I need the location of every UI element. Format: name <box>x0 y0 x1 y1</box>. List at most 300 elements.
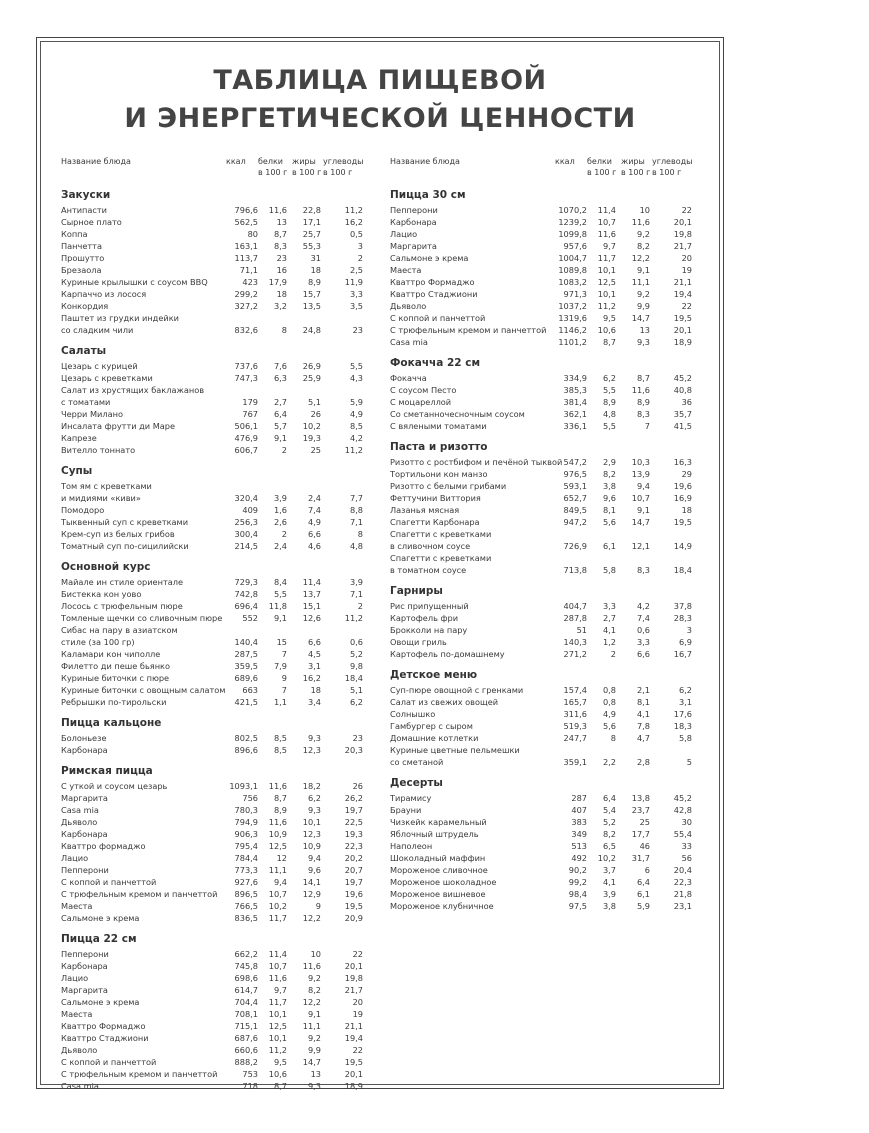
protein-value: 9,5 <box>273 1057 287 1067</box>
protein-value: 3,9 <box>273 493 287 503</box>
dish-name: Ребрышки по-тирольски <box>61 697 167 707</box>
carbs-value: 20,1 <box>673 325 692 335</box>
table-row <box>390 324 695 336</box>
carbs-value: 7,1 <box>349 517 363 527</box>
kcal-value: 689,6 <box>234 673 258 683</box>
fat-value: 12,2 <box>302 997 321 1007</box>
kcal-value: 780,3 <box>234 805 258 815</box>
dish-name: Маргарита <box>61 793 108 803</box>
fat-value: 12,9 <box>302 889 321 899</box>
fat-value: 8,7 <box>636 373 650 383</box>
fat-value: 26 <box>310 409 321 419</box>
dish-name: Брезаола <box>61 265 102 275</box>
dish-name: Салат из свежих овощей <box>390 697 499 707</box>
dish-name: Томатный суп по-сицилийски <box>61 541 189 551</box>
fat-value: 3,1 <box>307 661 321 671</box>
dish-name: С трюфельным кремом и панчеттой <box>61 1069 218 1079</box>
header-fat: жиры в 100 г <box>292 157 322 177</box>
header-kcal: ккал <box>226 157 246 166</box>
table-row <box>390 516 695 528</box>
kcal-value: 795,4 <box>234 841 258 851</box>
carbs-value: 11,2 <box>344 613 363 623</box>
table-row <box>61 972 366 984</box>
kcal-value: 784,4 <box>234 853 258 863</box>
table-row <box>61 864 366 876</box>
kcal-value: 698,6 <box>234 973 258 983</box>
fat-value: 4,5 <box>307 649 321 659</box>
dish-name: Крем-суп из белых грибов <box>61 529 175 539</box>
fat-value: 12,3 <box>302 829 321 839</box>
protein-value: 18 <box>276 289 287 299</box>
fat-value: 10,7 <box>631 493 650 503</box>
fat-value: 9 <box>315 901 321 911</box>
title-line-2: И ЭНЕРГЕТИЧЕСКОЙ ЦЕННОСТИ <box>124 103 636 134</box>
table-row <box>390 336 695 348</box>
protein-value: 11,2 <box>597 301 616 311</box>
fat-value: 5,1 <box>307 397 321 407</box>
kcal-value: 976,5 <box>563 469 587 479</box>
protein-value: 7,6 <box>273 361 287 371</box>
kcal-value: 802,5 <box>234 733 258 743</box>
dish-name: со сметаной <box>390 757 444 767</box>
protein-value: 10,1 <box>597 265 616 275</box>
table-row <box>61 444 366 456</box>
table-row <box>390 636 695 648</box>
carbs-value: 18,3 <box>673 721 692 731</box>
protein-value: 10,1 <box>597 289 616 299</box>
kcal-value: 742,8 <box>234 589 258 599</box>
carbs-value: 0,5 <box>349 229 363 239</box>
fat-value: 55,3 <box>302 241 321 251</box>
carbs-value: 41,5 <box>673 421 692 431</box>
kcal-value: 476,9 <box>234 433 258 443</box>
carbs-value: 20 <box>352 997 363 1007</box>
table-row <box>390 504 695 516</box>
fat-value: 18 <box>310 265 321 275</box>
kcal-value: 849,5 <box>563 505 587 515</box>
protein-value: 8 <box>610 733 616 743</box>
fat-value: 4,6 <box>307 541 321 551</box>
dish-name: Карбонара <box>61 829 108 839</box>
table-row <box>61 432 366 444</box>
dish-name: с томатами <box>61 397 111 407</box>
protein-value: 6,5 <box>602 841 616 851</box>
table-row <box>390 852 695 864</box>
kcal-value: 140,4 <box>234 637 258 647</box>
protein-value: 11,7 <box>268 997 287 1007</box>
protein-value: 7,9 <box>273 661 287 671</box>
kcal-value: 349 <box>571 829 587 839</box>
fat-value: 13 <box>310 1069 321 1079</box>
fat-value: 11,6 <box>302 961 321 971</box>
protein-value: 3,9 <box>602 889 616 899</box>
fat-value: 25,7 <box>302 229 321 239</box>
carbs-value: 20,4 <box>673 865 692 875</box>
dish-name: Домашние котлетки <box>390 733 479 743</box>
table-row <box>61 576 366 588</box>
kcal-value: 704,4 <box>234 997 258 1007</box>
kcal-value: 737,6 <box>234 361 258 371</box>
table-row <box>61 696 366 708</box>
fat-value: 2,4 <box>307 493 321 503</box>
protein-value: 15 <box>276 637 287 647</box>
table-row <box>61 624 366 636</box>
kcal-value: 287,8 <box>563 613 587 623</box>
table-row <box>61 960 366 972</box>
dish-name: Томленые щечки со сливочным пюре <box>61 613 223 623</box>
kcal-value: 407 <box>571 805 587 815</box>
protein-value: 1,6 <box>273 505 287 515</box>
table-row <box>390 372 695 384</box>
fat-value: 25 <box>310 445 321 455</box>
dish-name: Карбонара <box>61 745 108 755</box>
fat-value: 6,2 <box>307 793 321 803</box>
protein-value: 11,6 <box>268 817 287 827</box>
right-table-body <box>390 188 695 912</box>
kcal-value: 896,5 <box>234 889 258 899</box>
kcal-value: 606,7 <box>234 445 258 455</box>
dish-name: С вялеными томатами <box>390 421 487 431</box>
carbs-value: 21,7 <box>673 241 692 251</box>
carbs-value: 19 <box>681 265 692 275</box>
fat-value: 10 <box>639 205 650 215</box>
table-row <box>61 984 366 996</box>
fat-value: 19,3 <box>302 433 321 443</box>
dish-name: Мороженое сливочное <box>390 865 488 875</box>
carbs-value: 16,7 <box>673 649 692 659</box>
protein-value: 9,6 <box>602 493 616 503</box>
protein-value: 8,7 <box>273 229 287 239</box>
carbs-value: 18 <box>681 505 692 515</box>
kcal-value: 140,3 <box>563 637 587 647</box>
carbs-value: 35,7 <box>673 409 692 419</box>
dish-name: Солнышко <box>390 709 436 719</box>
fat-value: 18 <box>310 685 321 695</box>
dish-name: Черри Милано <box>61 409 123 419</box>
carbs-value: 22,5 <box>344 817 363 827</box>
dish-name: Кваттро формаджо <box>61 841 146 851</box>
protein-value: 10,9 <box>268 829 287 839</box>
carbs-value: 56 <box>681 853 692 863</box>
fat-value: 4,9 <box>307 517 321 527</box>
protein-value: 11,6 <box>597 229 616 239</box>
carbs-value: 2,5 <box>349 265 363 275</box>
table-row <box>61 396 366 408</box>
dish-name: Каламари кон чиполле <box>61 649 161 659</box>
kcal-value: 51 <box>576 625 587 635</box>
carbs-value: 21,8 <box>673 889 692 899</box>
fat-value: 24,8 <box>302 325 321 335</box>
dish-name: Куриные биточки с овощным салатом <box>61 685 226 695</box>
table-row <box>61 612 366 624</box>
dish-name: Спагетти с креветками <box>390 529 492 539</box>
table-row <box>61 948 366 960</box>
table-row <box>61 300 366 312</box>
fat-value: 11,1 <box>302 1021 321 1031</box>
carbs-value: 19,7 <box>344 877 363 887</box>
table-row <box>390 612 695 624</box>
dish-name: Том ям с креветками <box>61 481 152 491</box>
protein-value: 9,5 <box>602 313 616 323</box>
protein-value: 11,4 <box>268 949 287 959</box>
carbs-value: 19,4 <box>673 289 692 299</box>
section-title: Салаты <box>61 345 107 357</box>
dish-name: Овощи гриль <box>390 637 447 647</box>
kcal-value: 663 <box>242 685 258 695</box>
dish-name: Пепперони <box>61 865 109 875</box>
table-row <box>61 372 366 384</box>
protein-value: 8,3 <box>273 241 287 251</box>
table-row <box>61 252 366 264</box>
table-row <box>390 468 695 480</box>
fat-value: 2,1 <box>636 685 650 695</box>
header-carbs: углеводы в 100 г <box>652 157 693 177</box>
kcal-value: 927,6 <box>234 877 258 887</box>
dish-name: Филетто ди пеше бьянко <box>61 661 171 671</box>
table-row <box>390 624 695 636</box>
kcal-value: 1319,6 <box>558 313 587 323</box>
table-row <box>61 1080 366 1092</box>
table-row <box>61 900 366 912</box>
kcal-value: 381,4 <box>563 397 587 407</box>
carbs-value: 11,9 <box>344 277 363 287</box>
fat-value: 13,7 <box>302 589 321 599</box>
table-row <box>61 216 366 228</box>
dish-name: Вителло тоннато <box>61 445 136 455</box>
dish-name: Пепперони <box>390 205 438 215</box>
dish-name: Маргарита <box>61 985 108 995</box>
carbs-value: 20,9 <box>344 913 363 923</box>
page-title <box>40 62 720 138</box>
section-title: Фокачча 22 см <box>390 357 481 369</box>
fat-value: 10,2 <box>302 421 321 431</box>
dish-name: Ризотто с белыми грибами <box>390 481 507 491</box>
dish-name: Куриные цветные пельмешки <box>390 745 520 755</box>
protein-value: 11,4 <box>597 205 616 215</box>
dish-name: в сливочном соусе <box>390 541 471 551</box>
dish-name: Капрезе <box>61 433 97 443</box>
carbs-value: 55,4 <box>673 829 692 839</box>
kcal-value: 492 <box>571 853 587 863</box>
fat-value: 9,2 <box>636 229 650 239</box>
table-row <box>390 696 695 708</box>
kcal-value: 794,9 <box>234 817 258 827</box>
table-row <box>61 480 366 492</box>
carbs-value: 23,1 <box>673 901 692 911</box>
header-fat: жиры в 100 г <box>621 157 651 177</box>
dish-name: стиле (за 100 гр) <box>61 637 135 647</box>
protein-value: 2,9 <box>602 457 616 467</box>
protein-value: 11,8 <box>268 601 287 611</box>
carbs-value: 5,9 <box>349 397 363 407</box>
section-title: Основной курс <box>61 561 151 573</box>
kcal-value: 1089,8 <box>558 265 587 275</box>
table-row <box>61 888 366 900</box>
protein-value: 8,9 <box>602 397 616 407</box>
table-row <box>61 792 366 804</box>
protein-value: 3,8 <box>602 481 616 491</box>
carbs-value: 19,4 <box>344 1033 363 1043</box>
section-title: Супы <box>61 465 93 477</box>
kcal-value: 832,6 <box>234 325 258 335</box>
carbs-value: 6,9 <box>678 637 692 647</box>
carbs-value: 19,5 <box>673 517 692 527</box>
dish-name: Панчетта <box>61 241 102 251</box>
carbs-value: 11,2 <box>344 205 363 215</box>
table-row <box>61 420 366 432</box>
protein-value: 11,6 <box>268 205 287 215</box>
kcal-value: 971,3 <box>563 289 587 299</box>
table-row <box>390 816 695 828</box>
table-row <box>390 312 695 324</box>
table-row <box>390 480 695 492</box>
dish-name: Лацио <box>390 229 418 239</box>
dish-name: Конкордия <box>61 301 109 311</box>
protein-value: 8,2 <box>602 829 616 839</box>
kcal-value: 888,2 <box>234 1057 258 1067</box>
dish-name: Куриные крылышки с соусом BBQ <box>61 277 208 287</box>
protein-value: 4,8 <box>602 409 616 419</box>
fat-value: 22,8 <box>302 205 321 215</box>
dish-name: Лазанья мясная <box>390 505 460 515</box>
protein-value: 5,7 <box>273 421 287 431</box>
kcal-value: 1101,2 <box>558 337 587 347</box>
dish-name: Маеста <box>61 1009 93 1019</box>
kcal-value: 1070,2 <box>558 205 587 215</box>
table-row <box>61 288 366 300</box>
dish-name: Карбонара <box>390 217 437 227</box>
table-row <box>61 1032 366 1044</box>
kcal-value: 718 <box>242 1081 258 1091</box>
table-row <box>61 384 366 396</box>
column-header <box>390 154 695 180</box>
carbs-value: 28,3 <box>673 613 692 623</box>
dish-name: Мороженое клубничное <box>390 901 494 911</box>
table-row <box>61 204 366 216</box>
protein-value: 5,2 <box>602 817 616 827</box>
fat-value: 14,1 <box>302 877 321 887</box>
protein-value: 10,7 <box>268 889 287 899</box>
carbs-value: 7,1 <box>349 589 363 599</box>
dish-name: Наполеон <box>390 841 433 851</box>
carbs-value: 20 <box>681 253 692 263</box>
table-row <box>390 300 695 312</box>
dish-name: Фокачча <box>390 373 427 383</box>
protein-value: 13 <box>276 217 287 227</box>
dish-name: Коппа <box>61 229 88 239</box>
carbs-value: 5,5 <box>349 361 363 371</box>
right-column <box>390 154 695 912</box>
dish-name: Феттучини Виттория <box>390 493 481 503</box>
kcal-value: 767 <box>242 409 258 419</box>
carbs-value: 26,2 <box>344 793 363 803</box>
kcal-value: 334,9 <box>563 373 587 383</box>
fat-value: 9,2 <box>307 1033 321 1043</box>
kcal-value: 906,3 <box>234 829 258 839</box>
carbs-value: 19,6 <box>344 889 363 899</box>
protein-value: 6,2 <box>602 373 616 383</box>
table-row <box>61 264 366 276</box>
carbs-value: 8,5 <box>349 421 363 431</box>
protein-value: 4,9 <box>602 709 616 719</box>
carbs-value: 17,6 <box>673 709 692 719</box>
carbs-value: 45,2 <box>673 793 692 803</box>
table-row <box>61 360 366 372</box>
dish-name: Цезарь с креветками <box>61 373 153 383</box>
kcal-value: 562,5 <box>234 217 258 227</box>
protein-value: 11,6 <box>268 781 287 791</box>
kcal-value: 513 <box>571 841 587 851</box>
fat-value: 12,1 <box>631 541 650 551</box>
dish-name: Куриные биточки с пюре <box>61 673 170 683</box>
kcal-value: 165,7 <box>563 697 587 707</box>
fat-value: 6,6 <box>307 637 321 647</box>
kcal-value: 287 <box>571 793 587 803</box>
fat-value: 9,3 <box>307 733 321 743</box>
protein-value: 4,1 <box>602 877 616 887</box>
table-row <box>390 792 695 804</box>
kcal-value: 957,6 <box>563 241 587 251</box>
table-row <box>61 492 366 504</box>
carbs-value: 6,2 <box>349 697 363 707</box>
table-row <box>390 384 695 396</box>
table-row <box>390 408 695 420</box>
fat-value: 6,1 <box>636 889 650 899</box>
carbs-value: 29 <box>681 469 692 479</box>
protein-value: 12,5 <box>597 277 616 287</box>
carbs-value: 4,2 <box>349 433 363 443</box>
table-row <box>390 528 695 540</box>
fat-value: 6,6 <box>636 649 650 659</box>
fat-value: 9,1 <box>307 1009 321 1019</box>
kcal-value: 98,4 <box>568 889 587 899</box>
protein-value: 10,7 <box>597 217 616 227</box>
section-title: Детское меню <box>390 669 478 681</box>
dish-name: С трюфельным кремом и панчеттой <box>390 325 547 335</box>
protein-value: 23 <box>276 253 287 263</box>
dish-name: Кваттро Стаджиони <box>61 1033 149 1043</box>
carbs-value: 30 <box>681 817 692 827</box>
protein-value: 7 <box>281 649 287 659</box>
dish-name: Casa mia <box>390 337 428 347</box>
dish-name: Лосось с трюфельным пюре <box>61 601 183 611</box>
fat-value: 18,2 <box>302 781 321 791</box>
carbs-value: 8,8 <box>349 505 363 515</box>
kcal-value: 506,1 <box>234 421 258 431</box>
dish-name: Цезарь с курицей <box>61 361 138 371</box>
carbs-value: 19,8 <box>673 229 692 239</box>
fat-value: 4,1 <box>636 709 650 719</box>
dish-name: Шоколадный маффин <box>390 853 486 863</box>
kcal-value: 753 <box>242 1069 258 1079</box>
fat-value: 8,9 <box>307 277 321 287</box>
fat-value: 7,4 <box>636 613 650 623</box>
carbs-value: 18,4 <box>673 565 692 575</box>
fat-value: 23,7 <box>631 805 650 815</box>
carbs-value: 0,6 <box>349 637 363 647</box>
protein-value: 0,8 <box>602 685 616 695</box>
dish-name: Casa mia <box>61 805 99 815</box>
fat-value: 9,2 <box>636 289 650 299</box>
protein-value: 12,5 <box>268 1021 287 1031</box>
protein-value: 8,2 <box>602 469 616 479</box>
carbs-value: 20,7 <box>344 865 363 875</box>
carbs-value: 3 <box>357 241 363 251</box>
fat-value: 46 <box>639 841 650 851</box>
protein-value: 5,5 <box>602 385 616 395</box>
fat-value: 10 <box>310 949 321 959</box>
dish-name: Карбонара <box>61 961 108 971</box>
